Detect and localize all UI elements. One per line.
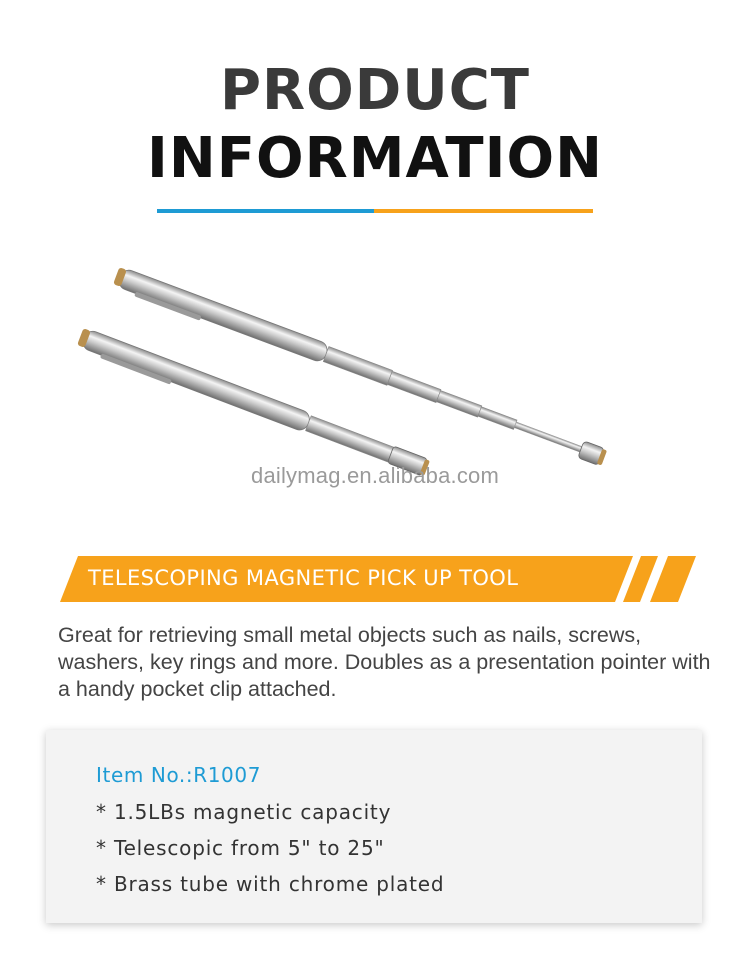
spec-line: * 1.5LBs magnetic capacity [96,800,392,824]
spec-line: * Telescopic from 5" to 25" [96,836,385,860]
product-description: Great for retrieving small metal objects such as nails, screws, washers, key rings and more. Doubles as a presentation pointer with a handy pocket clip attached. [58,623,711,701]
product-name-banner [56,556,706,602]
spec-line: * Brass tube with chrome plated [96,872,445,896]
page-title-line-1: PRODUCT [219,58,531,123]
item-number: Item No.:R1007 [96,763,262,787]
specs-card [46,730,702,923]
title-underline-orange [374,209,593,213]
watermark: dailymag.en.alibaba.com [251,463,499,488]
collapsed-pickup-tool [76,327,431,480]
page-title-line-2: INFORMATION [147,126,603,191]
banner-label: TELESCOPING MAGNETIC PICK UP TOOL [88,566,519,590]
title-underline-blue [157,209,374,213]
